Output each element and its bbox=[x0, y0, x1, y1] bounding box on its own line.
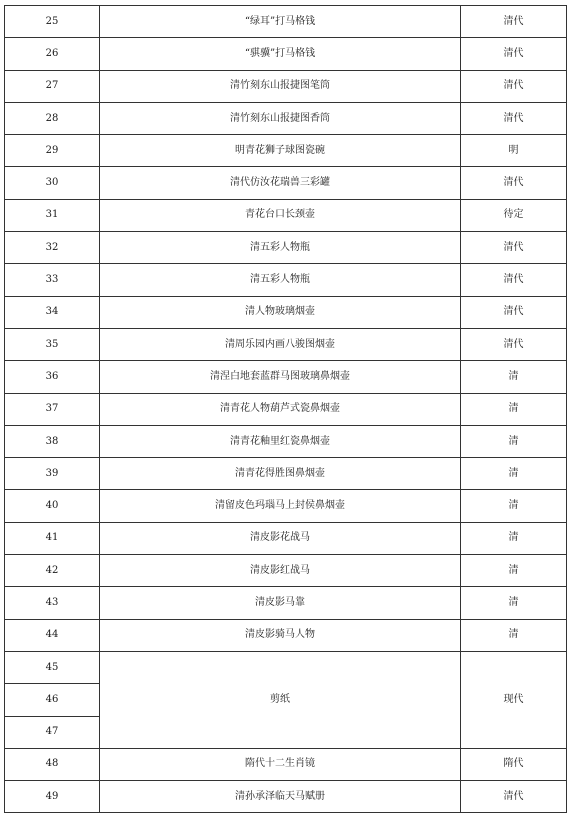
item-era: 明 bbox=[461, 135, 567, 167]
item-number: 28 bbox=[5, 102, 100, 134]
item-number: 31 bbox=[5, 199, 100, 231]
item-name: 清人物玻璃烟壶 bbox=[100, 296, 461, 328]
item-era: 清 bbox=[461, 490, 567, 522]
item-name: 清皮影马靠 bbox=[100, 587, 461, 619]
item-era: 清 bbox=[461, 425, 567, 457]
item-name: “骐骥”打马格钱 bbox=[100, 38, 461, 70]
item-name: 清五彩人物瓶 bbox=[100, 232, 461, 264]
item-era: 清代 bbox=[461, 264, 567, 296]
item-number: 39 bbox=[5, 458, 100, 490]
item-name: 清青花釉里红瓷鼻烟壶 bbox=[100, 425, 461, 457]
item-name: 青花台口长颈壶 bbox=[100, 199, 461, 231]
table-row bbox=[5, 748, 567, 780]
item-number: 40 bbox=[5, 490, 100, 522]
item-number: 26 bbox=[5, 38, 100, 70]
item-era: 隋代 bbox=[461, 748, 567, 780]
table-row bbox=[5, 555, 567, 587]
table-row bbox=[5, 38, 567, 70]
item-name: 清代仿汝花瑞兽三彩罐 bbox=[100, 167, 461, 199]
item-number: 34 bbox=[5, 296, 100, 328]
item-name: 明青花狮子球图瓷碗 bbox=[100, 135, 461, 167]
item-name: 清留皮色玛瑙马上封侯鼻烟壶 bbox=[100, 490, 461, 522]
item-number: 38 bbox=[5, 425, 100, 457]
table-row bbox=[5, 167, 567, 199]
item-number: 29 bbox=[5, 135, 100, 167]
item-number: 45 bbox=[5, 651, 100, 683]
table-row bbox=[5, 135, 567, 167]
item-era: 清 bbox=[461, 619, 567, 651]
item-name: 隋代十二生肖镜 bbox=[100, 748, 461, 780]
item-era: 清代 bbox=[461, 6, 567, 38]
item-number: 48 bbox=[5, 748, 100, 780]
item-number: 41 bbox=[5, 522, 100, 554]
item-era: 清 bbox=[461, 458, 567, 490]
item-era: 清 bbox=[461, 587, 567, 619]
item-number: 33 bbox=[5, 264, 100, 296]
item-era: 清代 bbox=[461, 38, 567, 70]
table-row bbox=[5, 70, 567, 102]
item-name: 清青花人物葫芦式瓷鼻烟壶 bbox=[100, 393, 461, 425]
item-name: 清涅白地套蓝群马图玻璃鼻烟壶 bbox=[100, 361, 461, 393]
item-number: 32 bbox=[5, 232, 100, 264]
item-era: 清代 bbox=[461, 328, 567, 360]
table-row bbox=[5, 361, 567, 393]
table-row bbox=[5, 102, 567, 134]
item-era: 清代 bbox=[461, 102, 567, 134]
item-name: “绿耳”打马格钱 bbox=[100, 6, 461, 38]
item-number: 25 bbox=[5, 6, 100, 38]
table-row bbox=[5, 490, 567, 522]
item-name: 清孙承泽临天马赋册 bbox=[100, 781, 461, 813]
table-row bbox=[5, 651, 567, 683]
table-row bbox=[5, 393, 567, 425]
item-era: 清 bbox=[461, 522, 567, 554]
item-name: 清青花得胜图鼻烟壶 bbox=[100, 458, 461, 490]
item-era: 待定 bbox=[461, 199, 567, 231]
item-number: 44 bbox=[5, 619, 100, 651]
item-era: 清代 bbox=[461, 781, 567, 813]
table-row bbox=[5, 199, 567, 231]
item-number: 27 bbox=[5, 70, 100, 102]
item-number: 47 bbox=[5, 716, 100, 748]
item-name: 剪纸 bbox=[100, 651, 461, 748]
item-era: 清代 bbox=[461, 296, 567, 328]
table-row bbox=[5, 328, 567, 360]
item-number: 37 bbox=[5, 393, 100, 425]
item-number: 46 bbox=[5, 684, 100, 716]
table-row bbox=[5, 296, 567, 328]
catalog-table bbox=[4, 5, 567, 813]
item-name: 清皮影骑马人物 bbox=[100, 619, 461, 651]
table-row bbox=[5, 425, 567, 457]
item-era: 清 bbox=[461, 393, 567, 425]
item-era: 现代 bbox=[461, 651, 567, 748]
table-row bbox=[5, 6, 567, 38]
item-name: 清竹刻东山报捷图香筒 bbox=[100, 102, 461, 134]
table-row bbox=[5, 781, 567, 813]
item-number: 30 bbox=[5, 167, 100, 199]
item-number: 36 bbox=[5, 361, 100, 393]
item-era: 清 bbox=[461, 361, 567, 393]
table-row bbox=[5, 264, 567, 296]
item-name: 清周乐园内画八骏图烟壶 bbox=[100, 328, 461, 360]
item-name: 清竹刻东山报捷图笔筒 bbox=[100, 70, 461, 102]
item-number: 35 bbox=[5, 328, 100, 360]
item-era: 清代 bbox=[461, 232, 567, 264]
item-era: 清 bbox=[461, 555, 567, 587]
item-number: 43 bbox=[5, 587, 100, 619]
table-row bbox=[5, 522, 567, 554]
item-name: 清皮影红战马 bbox=[100, 555, 461, 587]
table-row bbox=[5, 587, 567, 619]
table-row bbox=[5, 458, 567, 490]
table-row bbox=[5, 232, 567, 264]
item-era: 清代 bbox=[461, 167, 567, 199]
item-name: 清五彩人物瓶 bbox=[100, 264, 461, 296]
item-name: 清皮影花战马 bbox=[100, 522, 461, 554]
item-number: 49 bbox=[5, 781, 100, 813]
item-number: 42 bbox=[5, 555, 100, 587]
item-era: 清代 bbox=[461, 70, 567, 102]
table-row bbox=[5, 619, 567, 651]
